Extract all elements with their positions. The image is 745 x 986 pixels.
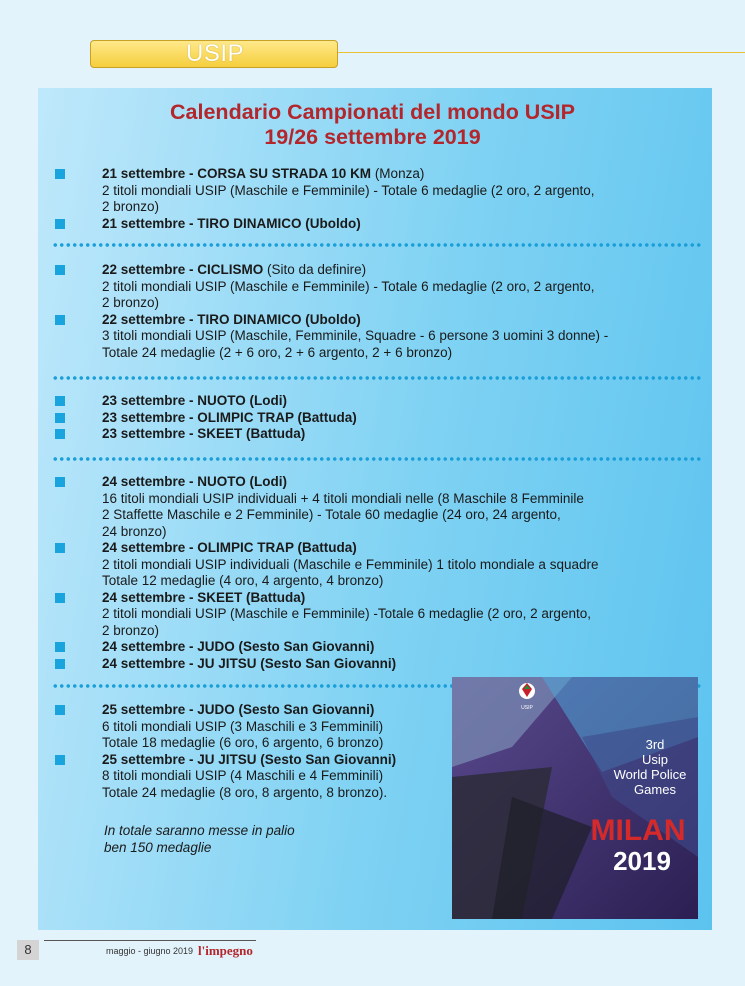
page-number: 8 [17, 940, 39, 960]
event-detail: 2 titoli mondiali USIP (Maschile e Femminile) - Totale 6 medaglie (2 oro, 2 argento, [102, 278, 595, 294]
event-title: 23 settembre - OLIMPIC TRAP (Battuda) [102, 409, 357, 425]
event-title: 25 settembre - JUDO (Sesto San Giovanni) [102, 702, 375, 717]
event-heading [102, 426, 702, 443]
event-item [102, 393, 702, 410]
event-title: 24 settembre - OLIMPIC TRAP (Battuda) [102, 540, 357, 555]
event-heading [102, 262, 702, 279]
event-detail: 8 titoli mondiali USIP (4 Maschili e 4 Femminili) [102, 768, 384, 783]
event-detail: 2 Staffette Maschile e 2 Femminile) - Totale 60 medaglie (24 oro, 24 argento, [102, 507, 561, 522]
event-detail: 16 titoli mondiali USIP individuali + 4 titoli mondiali nelle (8 Maschile 8 Femminile [102, 490, 584, 506]
poster-logo-text: USIP [521, 705, 533, 711]
event-detail: Totale 24 medaglie (8 oro, 8 argento, 8 bronzo). [102, 784, 388, 800]
event-title: 23 settembre - SKEET (Battuda) [102, 426, 306, 441]
event-title: 21 settembre - TIRO DINAMICO (Uboldo) [102, 215, 361, 231]
event-heading [102, 166, 702, 183]
footer-rule [44, 940, 256, 941]
bullet-square-icon [55, 705, 65, 715]
event-heading [102, 656, 702, 673]
usip-logo-icon [519, 683, 535, 699]
event-heading [102, 590, 702, 607]
event-detail: 2 titoli mondiali USIP (Maschile e Femminile) - Totale 6 medaglie (2 oro, 2 argento, [102, 182, 595, 198]
bullet-square-icon [55, 593, 65, 603]
poster-edition: 3rd [645, 737, 665, 752]
bullet-square-icon [55, 477, 65, 487]
event-item [102, 426, 702, 443]
event-item [102, 590, 702, 640]
page-title: Calendario Campionati del mondo USIP [170, 100, 575, 124]
poster-org: Usip [641, 752, 669, 767]
event-poster [452, 677, 698, 919]
event-detail: 2 bronzo) [102, 295, 160, 310]
event-venue: (Monza) [371, 166, 425, 181]
event-title: 24 settembre - JU JITSU (Sesto San Giovanni) [102, 655, 397, 671]
medal-summary [104, 822, 364, 856]
event-title: 21 settembre - CORSA SU STRADA 10 KM [102, 166, 372, 181]
event-title: 23 settembre - NUOTO (Lodi) [102, 393, 288, 408]
event-heading [102, 410, 702, 427]
event-detail: Totale 18 medaglie (6 oro, 6 argento, 6 bronzo) [102, 735, 384, 750]
event-detail: 2 bronzo) [102, 622, 160, 638]
dotted-separator [52, 243, 702, 247]
poster-city: MILAN [590, 814, 686, 847]
event-title: 22 settembre - TIRO DINAMICO (Uboldo) [102, 311, 361, 327]
event-heading [102, 639, 702, 656]
event-heading [102, 216, 702, 233]
event-venue: (Sito da definire) [263, 262, 367, 277]
event-item [102, 639, 702, 656]
summary-line: ben 150 medaglie [104, 840, 212, 855]
event-item [102, 540, 702, 590]
event-detail: 2 bronzo) [102, 199, 160, 214]
dotted-separator [52, 376, 702, 380]
event-detail: 6 titoli mondiali USIP (3 Maschili e 3 Femminili) [102, 718, 384, 734]
event-detail: 2 titoli mondiali USIP individuali (Maschile e Femminile) 1 titolo mondiale a squadre [102, 556, 599, 572]
bullet-square-icon [55, 169, 65, 179]
bullet-square-icon [55, 755, 65, 765]
summary-line: In totale saranno messe in palio [104, 823, 295, 838]
event-title: 25 settembre - JU JITSU (Sesto San Giovanni) [102, 751, 397, 767]
event-item [102, 216, 702, 233]
bullet-square-icon [55, 219, 65, 229]
event-item [102, 312, 702, 362]
event-detail: 3 titoli mondiali USIP (Maschile, Femminile, Squadre - 6 persone 3 uomini 3 donne) - [102, 328, 609, 343]
event-heading [102, 393, 702, 410]
dotted-separator [52, 457, 702, 461]
event-detail: Totale 12 medaglie (4 oro, 4 argento, 4 bronzo) [102, 573, 384, 588]
magazine-name: l'impegno [198, 943, 253, 958]
section-label: USIP [186, 40, 245, 67]
event-title: 24 settembre - NUOTO (Lodi) [102, 474, 288, 489]
event-title: 24 settembre - SKEET (Battuda) [102, 589, 306, 605]
bullet-square-icon [55, 642, 65, 652]
page-subtitle: 19/26 settembre 2019 [264, 125, 481, 149]
bullet-square-icon [55, 659, 65, 669]
event-item [102, 410, 702, 427]
bullet-square-icon [55, 315, 65, 325]
event-title: 22 settembre - CICLISMO [102, 262, 264, 277]
event-detail: 2 titoli mondiali USIP (Maschile e Femminile) -Totale 6 medaglie (2 oro, 2 argento, [102, 606, 591, 621]
bullet-square-icon [55, 265, 65, 275]
bullet-square-icon [55, 396, 65, 406]
event-heading [102, 540, 702, 557]
poster-event-games: Games [634, 782, 676, 797]
bullet-square-icon [55, 429, 65, 439]
event-heading [102, 312, 702, 329]
event-item [102, 474, 702, 540]
event-heading [102, 474, 702, 491]
event-item [102, 166, 702, 216]
issue-date: maggio - giugno 2019 [106, 946, 194, 956]
event-detail: Totale 24 medaglie (2 + 6 oro, 2 + 6 argento, 2 + 6 bronzo) [102, 344, 453, 360]
event-title: 24 settembre - JUDO (Sesto San Giovanni) [102, 639, 375, 654]
event-item [102, 656, 702, 673]
section-tab [90, 40, 338, 68]
bullet-square-icon [55, 543, 65, 553]
poster-graphic [452, 677, 698, 919]
bullet-square-icon [55, 413, 65, 423]
poster-event: World Police [613, 767, 687, 782]
event-item [102, 262, 702, 312]
poster-year: 2019 [613, 846, 671, 876]
event-detail: 24 bronzo) [102, 523, 167, 539]
